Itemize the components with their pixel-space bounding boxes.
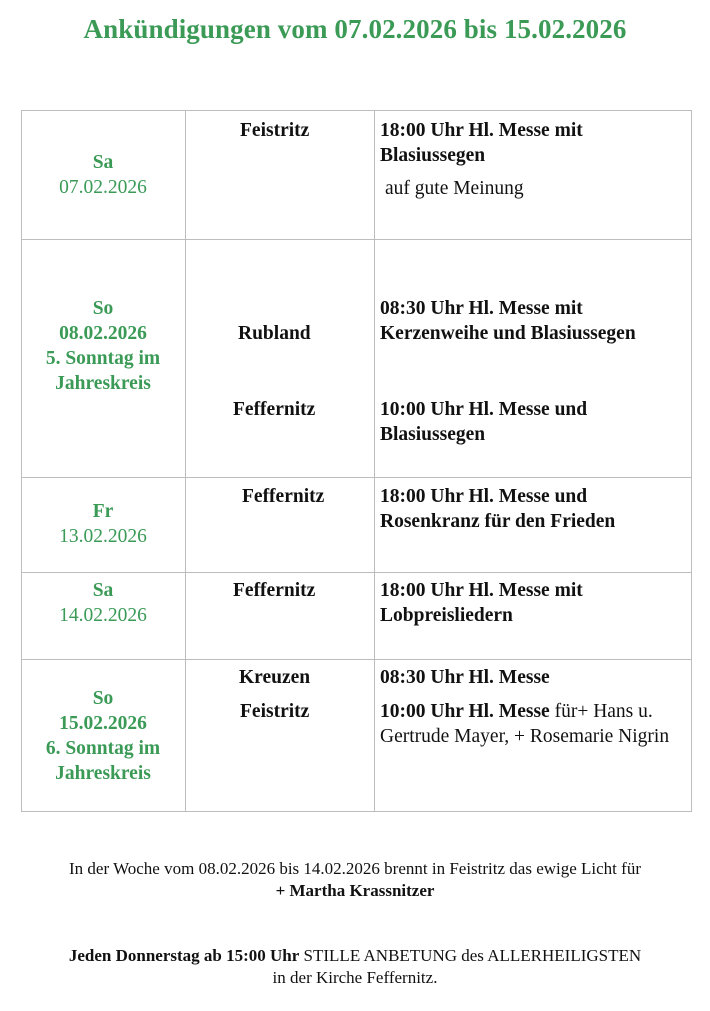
eternal-light-text: In der Woche vom 08.02.2026 bis 14.02.2026 brennt in Feistritz das ewige Licht für	[69, 859, 641, 878]
weekday: So	[92, 298, 114, 319]
event-title: 18:00 Uhr Hl. Messe mit Lobpreisliedern	[380, 580, 583, 626]
adoration-note	[0, 945, 710, 989]
event-text	[380, 118, 685, 168]
row-divider	[22, 572, 691, 573]
adoration-line-1	[0, 945, 710, 967]
day-cell	[21, 150, 185, 200]
location: Feffernitz	[233, 399, 316, 420]
location: Kreuzen	[239, 667, 311, 688]
day-cell	[21, 296, 185, 396]
row-divider	[22, 477, 691, 478]
event-text	[380, 397, 685, 447]
event-intention: auf gute Meinung	[385, 178, 524, 199]
column-divider	[185, 111, 186, 811]
weekday: Sa	[92, 580, 114, 601]
date: 08.02.2026	[59, 323, 147, 344]
event-title: 08:30 Uhr Hl. Messe mit Kerzenweihe und Blasiussegen	[380, 298, 636, 344]
sunday-name: 6. Sonntag im Jahreskreis	[45, 738, 161, 784]
event-text	[380, 484, 685, 534]
date: 07.02.2026	[59, 177, 147, 198]
date: 14.02.2026	[59, 605, 147, 626]
event-text	[380, 665, 685, 690]
event-title: 18:00 Uhr Hl. Messe und Rosenkranz für den Frieden	[380, 486, 616, 532]
event-title: 10:00 Uhr Hl. Messe und Blasiussegen	[380, 399, 588, 445]
page-title: Ankündigungen vom 07.02.2026 bis 15.02.2026	[83, 14, 627, 44]
event-text	[380, 296, 685, 346]
location: Feistritz	[240, 701, 310, 722]
eternal-light-note	[0, 858, 710, 902]
adoration-line-2: in der Kirche Feffernitz.	[272, 968, 438, 987]
weekday: So	[92, 688, 114, 709]
adoration-text: STILLE ANBETUNG des ALLERHEILIGSTEN	[299, 946, 642, 965]
eternal-light-name: + Martha Krassnitzer	[275, 881, 435, 900]
sunday-name: 5. Sonntag im Jahreskreis	[45, 348, 161, 394]
day-cell	[21, 686, 185, 786]
weekday: Sa	[92, 152, 114, 173]
weekday: Fr	[92, 501, 114, 522]
location: Rubland	[238, 323, 311, 344]
date: 15.02.2026	[59, 713, 147, 734]
location: Feffernitz	[242, 486, 325, 507]
day-cell	[21, 499, 185, 549]
adoration-time: Jeden Donnerstag ab 15:00 Uhr	[68, 946, 300, 965]
event-intention: für+ Hans u. Gertrude Mayer, + Rosemarie Nigrin	[380, 701, 670, 747]
event-text	[380, 699, 685, 749]
location: Feistritz	[240, 120, 310, 141]
event-title: 08:30 Uhr Hl. Messe	[380, 667, 550, 688]
row-divider	[22, 659, 691, 660]
event-title: 10:00 Uhr Hl. Messe	[380, 701, 550, 722]
location: Feffernitz	[233, 580, 316, 601]
row-divider	[22, 239, 691, 240]
event-text	[380, 578, 685, 628]
date: 13.02.2026	[59, 526, 147, 547]
column-divider	[374, 111, 375, 811]
event-title: 18:00 Uhr Hl. Messe mit Blasiussegen	[380, 120, 583, 166]
day-cell	[21, 578, 185, 628]
